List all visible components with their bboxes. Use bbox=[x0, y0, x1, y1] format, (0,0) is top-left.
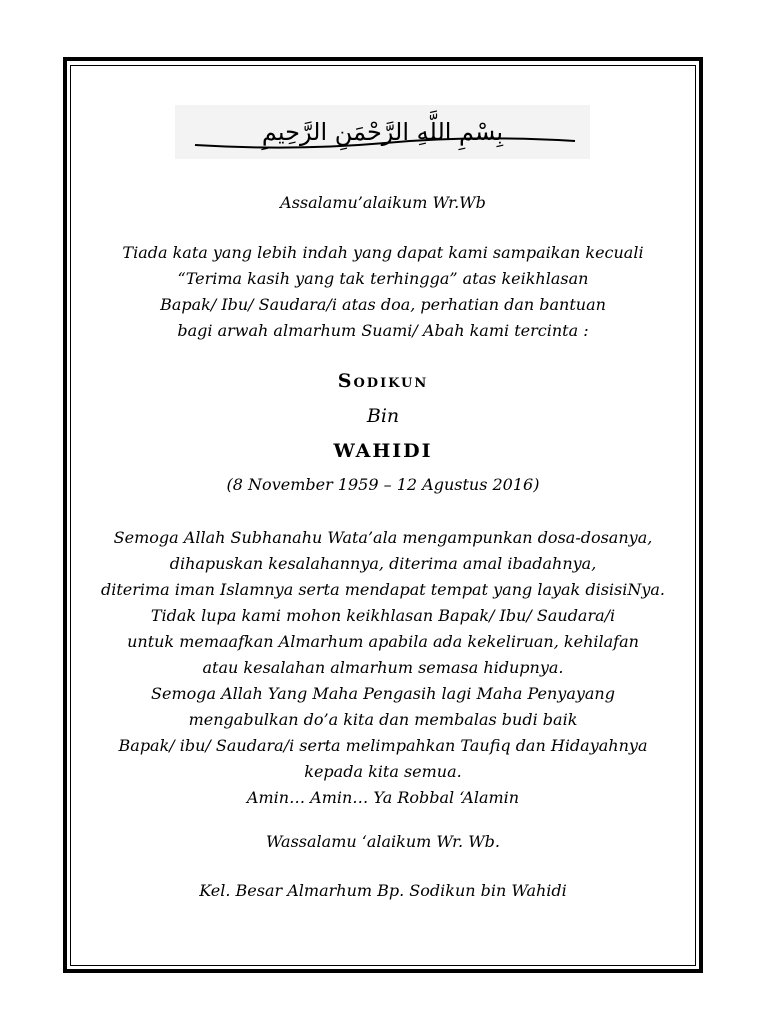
intro-line: Bapak/ Ibu/ Saudara/i atas doa, perhatian dan bantuan bbox=[160, 295, 606, 314]
deceased-dates: (8 November 1959 – 12 Agustus 2016) bbox=[226, 475, 540, 494]
deceased-bin: Bin bbox=[366, 405, 400, 427]
prayer-line: Bapak/ ibu/ Saudara/i serta melimpahkan Taufiq dan Hidayahnya bbox=[118, 736, 648, 755]
prayer-line-amin: Amin… Amin… Ya Robbal ‘Alamin bbox=[246, 788, 520, 807]
closing-salutation: Wassalamu ‘alaikum Wr. Wb. bbox=[266, 832, 500, 851]
basmalah-text: بِسْمِ اللَّهِ الرَّحْمَنِ الرَّحِيمِ bbox=[261, 118, 504, 146]
prayer-line: kepada kita semua. bbox=[304, 762, 462, 781]
prayer-line: diterima iman Islamnya serta mendapat tempat yang layak disisiNya. bbox=[100, 580, 666, 599]
prayer-line: Semoga Allah Subhanahu Wata’ala mengampunkan dosa-dosanya, bbox=[113, 528, 653, 547]
family-signature: Kel. Besar Almarhum Bp. Sodikun bin Wahidi bbox=[199, 881, 567, 900]
prayer-line: Tidak lupa kami mohon keikhlasan Bapak/ Ibu/ Saudara/i bbox=[150, 606, 616, 625]
intro-line: “Terima kasih yang tak terhingga” atas keikhlasan bbox=[177, 269, 589, 288]
prayer-line: Semoga Allah Yang Maha Pengasih lagi Maha Penyayang bbox=[151, 684, 615, 703]
prayer-line: mengabulkan do’a kita dan membalas budi baik bbox=[188, 710, 578, 729]
prayer-line: dihapuskan kesalahannya, diterima amal ibadahnya, bbox=[169, 554, 597, 573]
letter-content bbox=[70, 65, 696, 966]
intro-line: bagi arwah almarhum Suami/ Abah kami tercinta : bbox=[177, 321, 589, 340]
greeting: Assalamu’alaikum Wr.Wb bbox=[280, 193, 486, 212]
deceased-father-name: WAHIDI bbox=[333, 440, 433, 462]
intro-line: Tiada kata yang lebih indah yang dapat kami sampaikan kecuali bbox=[122, 243, 644, 262]
deceased-first-name: Sodikun bbox=[337, 370, 429, 392]
basmalah-calligraphy bbox=[175, 105, 590, 159]
prayer-line: untuk memaafkan Almarhum apabila ada kekeliruan, kehilafan bbox=[127, 632, 639, 651]
prayer-line: atau kesalahan almarhum semasa hidupnya. bbox=[202, 658, 564, 677]
